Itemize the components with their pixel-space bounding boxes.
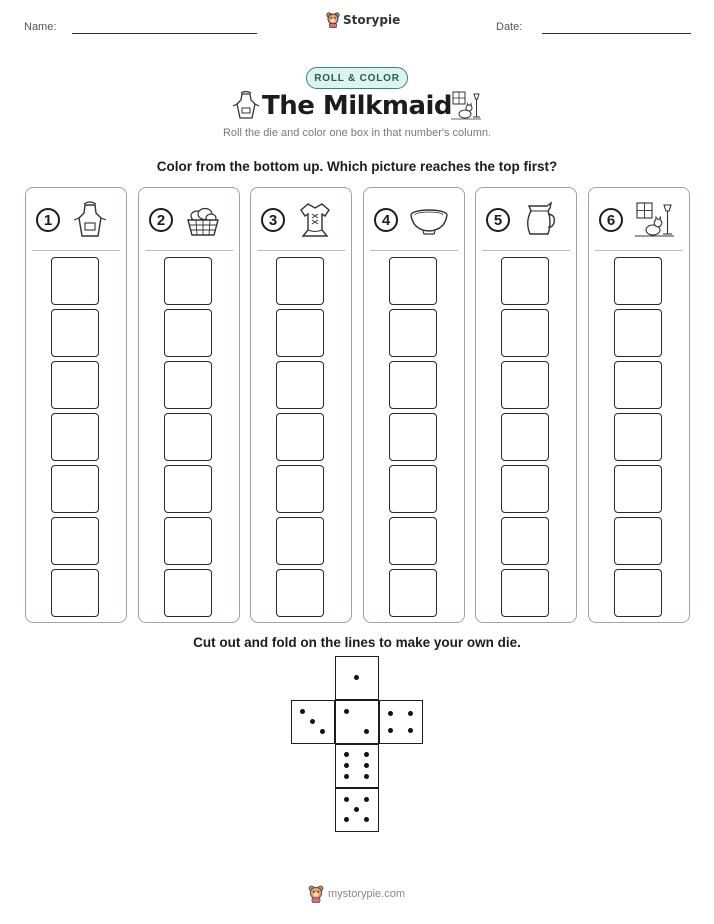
die-pip [344,817,349,822]
die-face-5 [335,788,379,832]
color-box[interactable] [501,569,549,617]
die-pip [320,729,325,734]
brand-name: Storypie [343,13,401,27]
color-box[interactable] [614,413,662,461]
column-1 [25,187,127,623]
die-pip [364,817,369,822]
date-line [542,33,691,34]
color-box[interactable] [389,465,437,513]
die-pip [408,728,413,733]
die-pip [364,774,369,779]
color-box[interactable] [614,361,662,409]
color-box[interactable] [276,257,324,305]
column-5 [475,187,577,623]
storypie-bear-icon [308,885,324,903]
milk-pitcher-icon [520,200,560,245]
column-divider [32,250,120,251]
column-header [484,200,570,240]
die-face-4 [379,700,423,744]
column-number: 3 [261,208,285,232]
color-box[interactable] [51,361,99,409]
dress-bodice-icon [295,200,335,245]
die-pip [344,763,349,768]
column-divider [145,250,233,251]
die-pip [300,709,305,714]
column-divider [257,250,345,251]
die-pip [310,719,315,724]
color-box[interactable] [389,257,437,305]
column-divider [482,250,570,251]
column-header [147,200,233,240]
color-box[interactable] [389,309,437,357]
column-4 [363,187,465,623]
die-pip [344,709,349,714]
color-box[interactable] [276,569,324,617]
color-box[interactable] [389,413,437,461]
color-box[interactable] [389,517,437,565]
color-box[interactable] [614,517,662,565]
color-box[interactable] [164,569,212,617]
die-pip [344,774,349,779]
column-2 [138,187,240,623]
die-face-1 [335,700,379,744]
color-box[interactable] [501,517,549,565]
name-label: Name: [24,21,57,33]
die-pip [364,797,369,802]
column-6 [588,187,690,623]
die-pip [364,729,369,734]
color-box[interactable] [164,465,212,513]
color-box[interactable] [51,257,99,305]
color-box[interactable] [276,309,324,357]
die-face-6 [335,744,379,788]
die-pip [344,752,349,757]
color-box[interactable] [501,257,549,305]
color-box[interactable] [164,413,212,461]
die-pip [364,752,369,757]
color-box[interactable] [276,413,324,461]
column-number: 5 [486,208,510,232]
die-pip [388,728,393,733]
color-box[interactable] [164,309,212,357]
die-face-3 [291,700,335,744]
die-pip [344,797,349,802]
color-box[interactable] [501,309,549,357]
column-number: 2 [149,208,173,232]
column-header [372,200,458,240]
subtitle: Roll the die and color one box in that number's column. [222,127,492,139]
color-box[interactable] [614,465,662,513]
color-box[interactable] [164,361,212,409]
bowl-icon [408,200,450,245]
column-divider [595,250,683,251]
column-3 [250,187,352,623]
color-box[interactable] [51,517,99,565]
color-box[interactable] [501,361,549,409]
die-pip [408,711,413,716]
color-box[interactable] [389,569,437,617]
color-box[interactable] [164,517,212,565]
color-box[interactable] [614,569,662,617]
instruction-text: Color from the bottom up. Which picture reaches the top first? [156,159,558,174]
apron-icon [70,200,110,245]
brand-logo [326,12,400,28]
color-box[interactable] [614,257,662,305]
die-pip [364,763,369,768]
color-box[interactable] [501,465,549,513]
date-label: Date: [496,21,523,33]
activity-badge: ROLL & COLOR [306,67,408,89]
color-box[interactable] [51,413,99,461]
column-divider [370,250,458,251]
page-title: The Milkmaid [261,91,453,121]
footer-url[interactable]: mystorypie.com [328,888,406,900]
color-box[interactable] [501,413,549,461]
roll-columns [25,187,690,623]
color-box[interactable] [614,309,662,357]
cat-by-window-icon [633,200,675,245]
column-number: 6 [599,208,623,232]
color-box[interactable] [51,309,99,357]
basket-of-bread-icon [183,200,223,245]
color-box[interactable] [51,569,99,617]
cat-by-window-icon [450,90,482,127]
color-box[interactable] [276,465,324,513]
color-box[interactable] [51,465,99,513]
storypie-bear-icon [326,12,340,28]
name-line [72,33,257,34]
color-box[interactable] [164,257,212,305]
column-number: 1 [36,208,60,232]
color-box[interactable] [276,361,324,409]
column-header [34,200,120,240]
column-header [259,200,345,240]
color-box[interactable] [276,517,324,565]
cut-instruction: Cut out and fold on the lines to make your own die. [193,635,521,650]
column-header [597,200,683,240]
column-number: 4 [374,208,398,232]
footer [308,885,405,903]
die-pip [354,807,359,812]
die-pip [354,675,359,680]
die-face-1 [335,656,379,700]
die-pip [388,711,393,716]
color-box[interactable] [389,361,437,409]
